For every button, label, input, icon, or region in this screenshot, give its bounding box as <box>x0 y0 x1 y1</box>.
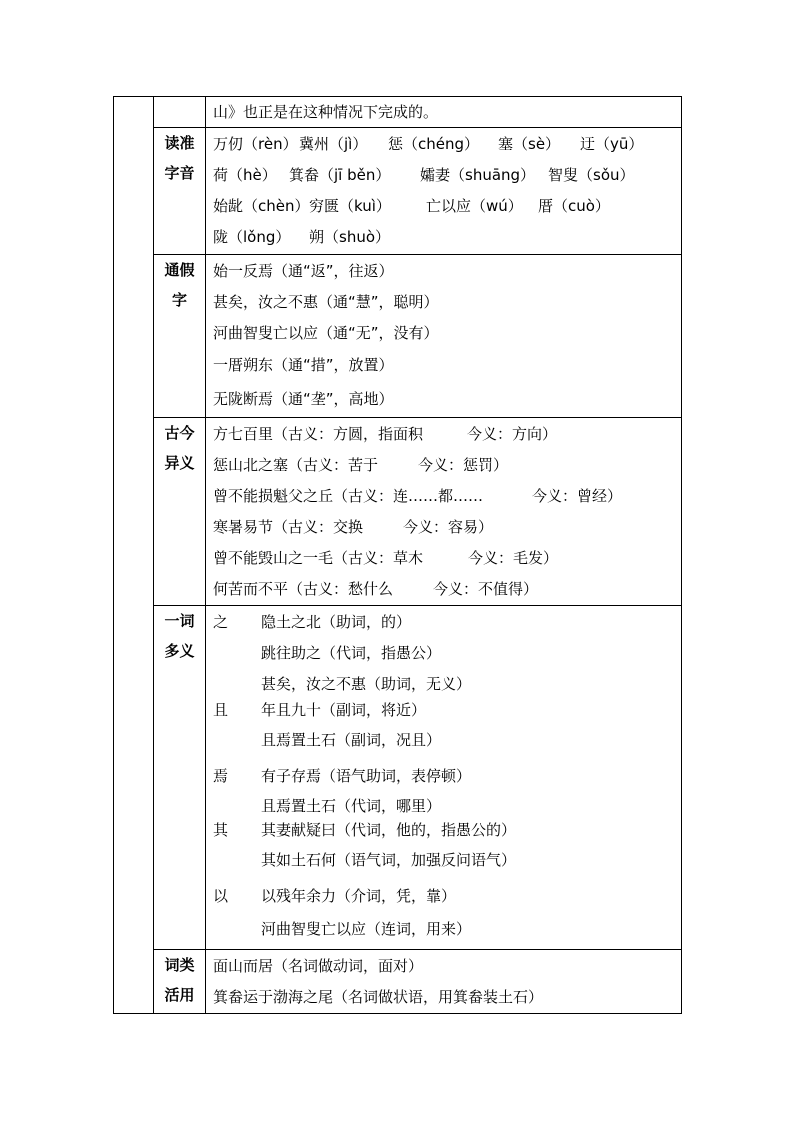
study-table <box>113 96 682 1014</box>
polysemy-item: 隐土之北（助词，的） <box>261 613 412 631</box>
polysemy-item: 河曲智叟亡以应（连词，用来） <box>261 920 472 938</box>
ancient-meaning: 曾不能毁山之一毛（古义：草木 <box>213 549 424 567</box>
ancient-meaning: 寒暑易节（古义：交换 <box>213 518 364 536</box>
polysemy-row <box>114 606 682 950</box>
polysemy-group <box>213 818 681 878</box>
modern-meaning: 今义：曾经） <box>532 487 623 505</box>
pronunciation-item: 始龀（chèn） <box>213 197 310 215</box>
pronunciation-item: 朔（shuò） <box>309 228 391 246</box>
ancient-modern-title: 古今异义 <box>164 424 195 472</box>
polysemy-group <box>213 878 681 945</box>
modern-meaning: 今义：毛发） <box>468 549 559 567</box>
polysemy-word: 之 <box>213 613 229 631</box>
word-class-line: 箕畚运于渤海之尾（名词做状语，用箕畚装土石） <box>213 988 544 1006</box>
pronunciation-item: 万仞（rèn） <box>213 135 298 153</box>
pronunciation-line <box>213 222 681 253</box>
modern-meaning: 今义：容易） <box>403 518 494 536</box>
word-class-row <box>114 950 682 1014</box>
pronunciation-item: 陇（lǒng） <box>213 228 291 246</box>
pronunciation-item: 冀州（jì） <box>299 135 368 153</box>
loanword-line: 始一反焉（通“返”，往返） <box>213 262 394 280</box>
pronunciation-item: 智叟（sǒu） <box>548 166 635 184</box>
polysemy-title: 一词多义 <box>164 612 195 660</box>
pronunciation-item: 亡以应（wú） <box>426 197 523 215</box>
polysemy-word: 其 <box>213 821 229 839</box>
loanword-line: 无陇断焉（通“垄”，高地） <box>213 390 394 408</box>
pronunciation-item: 惩（chéng） <box>388 135 480 153</box>
ancient-meaning: 何苦而不平（古义：愁什么 <box>213 580 394 598</box>
ancient-modern-line <box>213 543 681 574</box>
loanword-line: 河曲智叟亡以应（通“无”，没有） <box>213 324 439 342</box>
ancient-meaning: 惩山北之塞（古义：苦于 <box>213 456 379 474</box>
pronunciation-line <box>213 160 681 191</box>
pronunciation-line <box>213 191 681 222</box>
ancient-meaning: 曾不能损魁父之丘（古义：连……都…… <box>213 487 484 505</box>
word-class-title: 词类活用 <box>164 956 195 1004</box>
ancient-meaning: 方七百里（古义：方圆，指面积 <box>213 425 424 443</box>
pronunciation-item: 荷（hè） <box>213 166 277 184</box>
pronunciation-item: 孀妻（shuāng） <box>420 166 536 184</box>
polysemy-group <box>213 698 681 758</box>
polysemy-word: 以 <box>213 887 229 905</box>
word-class-line: 面山而居（名词做动词，面对） <box>213 957 424 975</box>
polysemy-word: 焉 <box>213 767 229 785</box>
polysemy-item: 年且九十（副词，将近） <box>261 701 427 719</box>
pronunciation-title: 读准字音 <box>164 134 195 182</box>
polysemy-item: 且焉置土石（副词，况且） <box>261 731 442 749</box>
pronunciation-item: 塞（sè） <box>498 135 561 153</box>
ancient-modern-line <box>213 481 681 512</box>
modern-meaning: 今义：惩罚） <box>418 456 509 474</box>
ancient-modern-line <box>213 450 681 481</box>
ancient-modern-line <box>213 512 681 543</box>
polysemy-item: 以残年余力（介词，凭，靠） <box>261 887 457 905</box>
pronunciation-item: 穷匮（kuì） <box>309 197 391 215</box>
loanwords-title: 通假字 <box>164 261 195 309</box>
loanword-line: 甚矣，汝之不惠（通“慧”，聪明） <box>213 293 439 311</box>
polysemy-item: 有子存焉（语气助词，表停顿） <box>261 767 472 785</box>
modern-meaning: 今义：不值得） <box>433 580 539 598</box>
pronunciation-item: 箕畚（jī běn） <box>289 166 391 184</box>
loanword-line: 一厝朔东（通“措”，放置） <box>213 356 394 374</box>
polysemy-item: 甚矣，汝之不惠（助词，无义） <box>261 675 472 693</box>
polysemy-word: 且 <box>213 701 229 719</box>
ancient-modern-line <box>213 419 681 450</box>
intro-category-cell <box>154 97 206 128</box>
polysemy-item: 且焉置土石（代词，哪里） <box>261 797 442 815</box>
polysemy-group <box>213 758 681 818</box>
pronunciation-line <box>213 129 681 160</box>
modern-meaning: 今义：方向） <box>467 425 558 443</box>
pronunciation-row <box>114 128 682 255</box>
polysemy-group <box>213 607 681 698</box>
ancient-modern-line <box>213 574 681 605</box>
ancient-modern-row <box>114 418 682 606</box>
left-margin-cell <box>114 97 154 1014</box>
intro-row <box>114 97 682 128</box>
polysemy-item: 其妻献疑曰（代词，他的，指愚公的） <box>261 821 517 839</box>
loanwords-row <box>114 255 682 418</box>
intro-text: 山》也正是在这种情况下完成的。 <box>213 103 439 121</box>
polysemy-item: 其如土石何（语气词，加强反问语气） <box>261 851 517 869</box>
pronunciation-item: 厝（cuò） <box>538 197 610 215</box>
pronunciation-item: 迂（yū） <box>580 135 644 153</box>
polysemy-item: 跳往助之（代词，指愚公） <box>261 644 442 662</box>
